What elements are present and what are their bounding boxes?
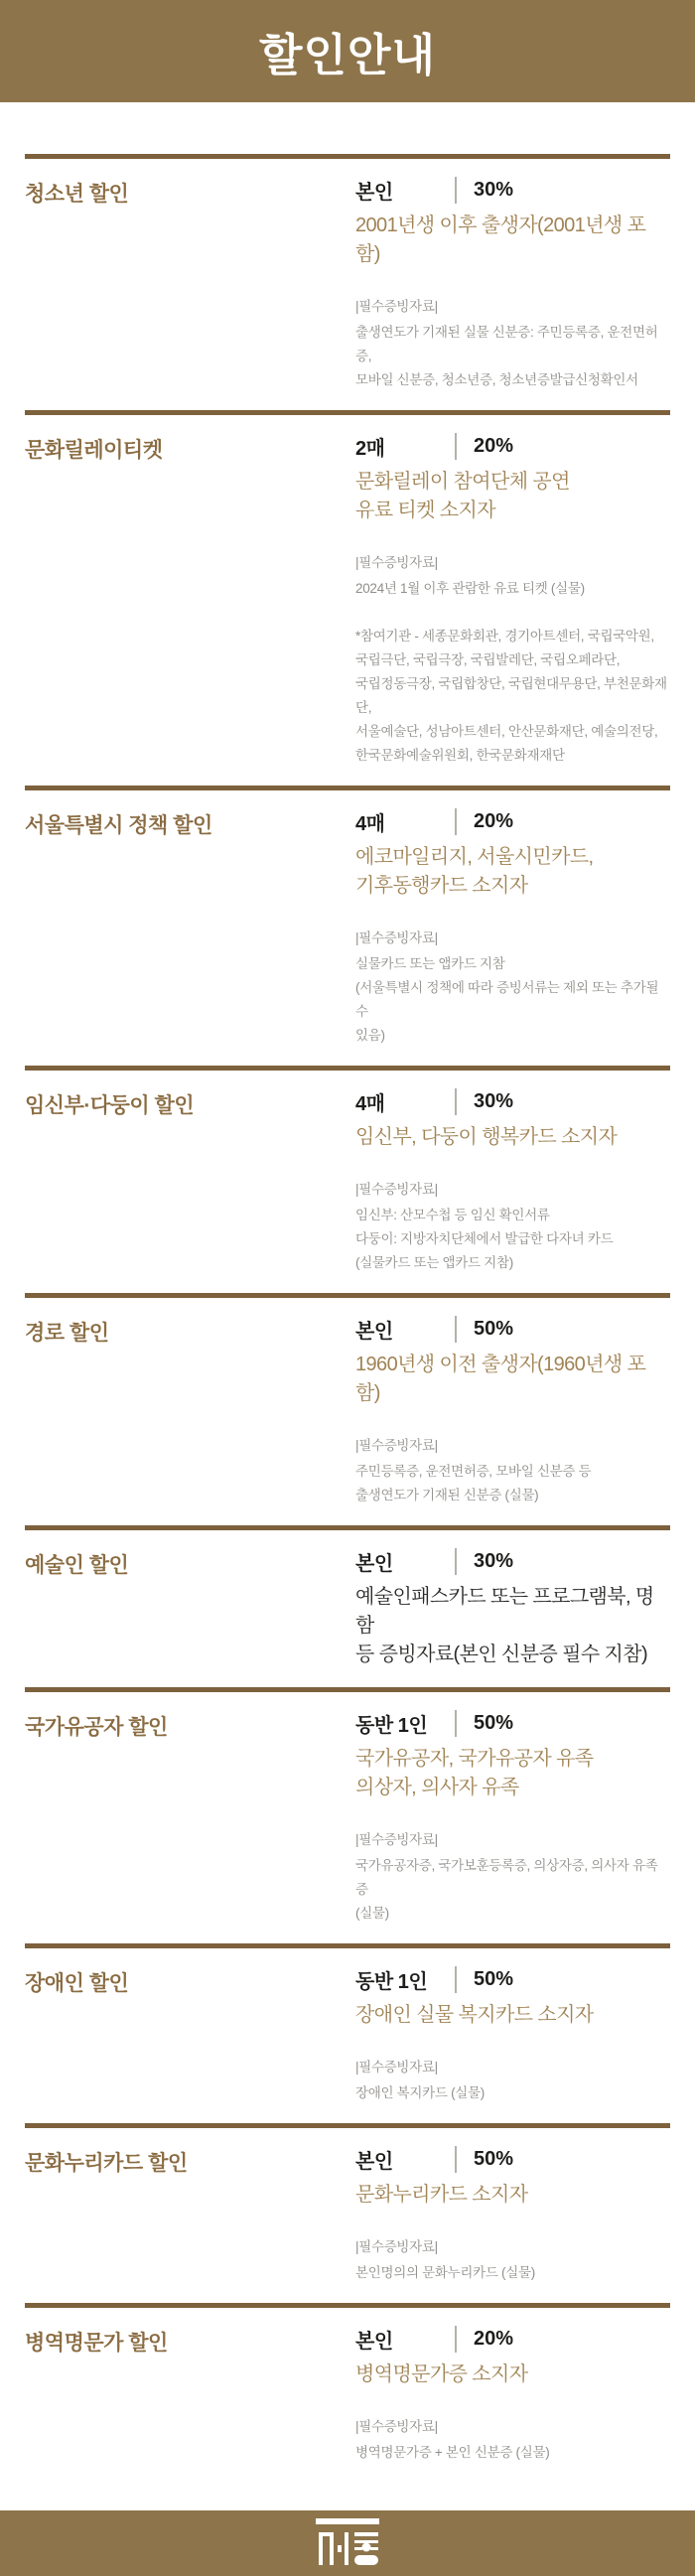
rate-value: 30% [455, 177, 513, 204]
required-docs-block [355, 2056, 670, 2105]
required-docs-line: (서울특별시 정책에 따라 증빙서류는 제외 또는 추가될 수 [355, 980, 659, 1020]
discount-title: 문화릴레이티켓 [25, 439, 163, 463]
required-docs-line: 출생연도가 기재된 실물 신분증: 주민등록증, 운전면허증, [355, 325, 658, 364]
eligibility-text [355, 468, 670, 525]
page-footer [0, 2510, 695, 2576]
quantity-value: 본인 [355, 1321, 393, 1344]
required-docs-text [355, 2441, 670, 2465]
sejong-center-logo-icon [315, 2518, 380, 2568]
discount-section [25, 2303, 670, 2483]
discount-section [25, 410, 670, 786]
required-docs-label: |필수증빙자료| [355, 2060, 438, 2075]
eligibility-text [355, 1351, 670, 1408]
required-docs-text [355, 577, 670, 601]
required-docs-line: 임신부: 산모수첩 등 임신 확인서류 [355, 1208, 550, 1223]
quantity-rate-row [355, 1087, 670, 1116]
required-docs-line: 병역명문가증 + 본인 신분증 (실물) [355, 2445, 550, 2461]
rate-value: 50% [455, 1710, 513, 1737]
eligibility-text [355, 2361, 670, 2389]
required-docs-text [355, 321, 670, 392]
required-docs-block [355, 2235, 670, 2285]
quantity-value: 4매 [355, 1093, 385, 1116]
quantity-value: 4매 [355, 813, 385, 836]
quantity-value: 동반 1인 [355, 1971, 428, 1994]
discount-section [25, 1687, 670, 1943]
eligibility-line: 임신부, 다둥이 행복카드 소지자 [355, 1126, 618, 1149]
required-docs-label: |필수증빙자료| [355, 2419, 438, 2435]
required-docs-line: (실물) [355, 1906, 389, 1922]
quantity-value: 본인 [355, 182, 393, 204]
rate-value: 20% [455, 2326, 513, 2353]
discount-details [355, 432, 670, 768]
eligibility-line: 병역명문가증 소지자 [355, 2363, 528, 2386]
eligibility-line: 예술인패스카드 또는 프로그램북, 명함 [355, 1586, 654, 1638]
discount-title: 경로 할인 [25, 1322, 109, 1346]
required-docs-line: 2024년 1월 이후 관람한 유료 티켓 (실물) [355, 581, 585, 597]
note-line: 한국문화예술위원회, 한국문화재재단 [355, 748, 565, 764]
eligibility-line: 기후동행카드 소지자 [355, 875, 528, 898]
discount-title: 예술인 할인 [25, 1554, 129, 1578]
discount-title: 장애인 할인 [25, 1972, 129, 1996]
discount-title: 병역명문가 할인 [25, 2332, 168, 2356]
required-docs-label: |필수증빙자료| [355, 555, 438, 571]
required-docs-line: 본인명의의 문화누리카드 (실물) [355, 2265, 535, 2281]
discount-section [25, 1525, 670, 1687]
note-line: 국립극단, 국립극장, 국립발레단, 국립오페라단, [355, 652, 621, 668]
eligibility-text [355, 2001, 670, 2030]
eligibility-text [355, 212, 670, 269]
required-docs-line: 다둥이: 지방자치단체에서 발급한 다자녀 카드 [355, 1231, 614, 1247]
eligibility-text [355, 1123, 670, 1152]
quantity-rate-row [355, 432, 670, 461]
participating-orgs-note [355, 625, 670, 768]
required-docs-label: |필수증빙자료| [355, 2239, 438, 2255]
discount-details [355, 1315, 670, 1507]
quantity-rate-row [355, 1547, 670, 1576]
required-docs-line: (실물카드 또는 앱카드 지참) [355, 1255, 513, 1271]
required-docs-label: |필수증빙자료| [355, 1182, 438, 1198]
rate-value: 20% [455, 433, 513, 460]
eligibility-line: 의상자, 의사자 유족 [355, 1777, 519, 1799]
required-docs-line: 있음) [355, 1028, 385, 1044]
required-docs-text [355, 1854, 670, 1926]
required-docs-block [355, 551, 670, 601]
required-docs-text [355, 952, 670, 1048]
discount-details [355, 1087, 670, 1275]
required-docs-label: |필수증빙자료| [355, 1438, 438, 1454]
quantity-value: 본인 [355, 1553, 393, 1576]
rate-value: 50% [455, 1966, 513, 1993]
quantity-rate-row [355, 807, 670, 836]
required-docs-line: 주민등록증, 운전면허증, 모바일 신분증 등 [355, 1464, 592, 1480]
eligibility-text [355, 2181, 670, 2210]
required-docs-block [355, 927, 670, 1048]
quantity-rate-row [355, 176, 670, 205]
required-docs-text [355, 1204, 670, 1275]
required-docs-block [355, 1178, 670, 1275]
rate-value: 50% [455, 1316, 513, 1343]
discount-section [25, 1066, 670, 1293]
eligibility-line: 유료 티켓 소지자 [355, 500, 495, 522]
discount-title: 문화누리카드 할인 [25, 2152, 188, 2176]
eligibility-line: 장애인 실물 복지카드 소지자 [355, 2004, 594, 2027]
rate-value: 20% [455, 808, 513, 835]
discount-title: 임신부·다둥이 할인 [25, 1094, 195, 1118]
eligibility-line: 1960년생 이전 출생자(1960년생 포함) [355, 1354, 646, 1405]
quantity-rate-row [355, 2325, 670, 2354]
quantity-rate-row [355, 1315, 670, 1344]
rate-value: 30% [455, 1088, 513, 1115]
discount-section [25, 154, 670, 410]
required-docs-line: 실물카드 또는 앱카드 지참 [355, 956, 505, 972]
required-docs-block [355, 295, 670, 392]
required-docs-block [355, 1434, 670, 1507]
discount-details [355, 807, 670, 1048]
required-docs-text [355, 2261, 670, 2285]
discount-section [25, 1943, 670, 2123]
discount-details [355, 1709, 670, 1926]
discount-section [25, 786, 670, 1066]
rate-value: 50% [455, 2146, 513, 2173]
eligibility-text [355, 1745, 670, 1802]
eligibility-text [355, 843, 670, 901]
discount-details [355, 1965, 670, 2105]
discount-title: 서울특별시 정책 할인 [25, 814, 212, 838]
discount-section [25, 1293, 670, 1525]
discount-section [25, 2123, 670, 2303]
eligibility-line: 문화릴레이 참여단체 공연 [355, 471, 570, 494]
eligibility-line: 등 증빙자료(본인 신분증 필수 지참) [355, 1644, 648, 1666]
page-title: 할인안내 [259, 30, 436, 80]
eligibility-text [355, 1583, 670, 1669]
eligibility-line: 에코마일리지, 서울시민카드, [355, 846, 594, 869]
required-docs-label: |필수증빙자료| [355, 1832, 438, 1848]
required-docs-text [355, 1460, 670, 1507]
quantity-value: 동반 1인 [355, 1715, 428, 1738]
rate-value: 30% [455, 1548, 513, 1575]
required-docs-line: 장애인 복지카드 (실물) [355, 2085, 485, 2101]
note-line: 서울예술단, 성남아트센터, 안산문화재단, 예술의전당, [355, 724, 658, 740]
eligibility-line: 국가유공자, 국가유공자 유족 [355, 1748, 594, 1771]
quantity-rate-row [355, 1709, 670, 1738]
discount-details [355, 2145, 670, 2285]
discount-title: 국가유공자 할인 [25, 1716, 168, 1740]
required-docs-label: |필수증빙자료| [355, 930, 438, 946]
eligibility-line: 2001년생 이후 출생자(2001년생 포함) [355, 215, 646, 265]
discount-details [355, 2325, 670, 2465]
required-docs-label: |필수증빙자료| [355, 299, 438, 314]
required-docs-text [355, 2081, 670, 2105]
page-header [0, 0, 695, 102]
eligibility-line: 문화누리카드 소지자 [355, 2184, 528, 2207]
required-docs-line: 모바일 신분증, 청소년증, 청소년증발급신청확인서 [355, 372, 638, 388]
discount-details [355, 176, 670, 392]
note-line: *참여기관 - 세종문화회관, 경기아트센터, 국립국악원, [355, 629, 654, 644]
note-line: 국립정동극장, 국립합창단, 국립현대무용단, 부천문화재단, [355, 676, 667, 716]
discount-details [355, 1547, 670, 1669]
discount-list [0, 102, 695, 2483]
discount-title: 청소년 할인 [25, 183, 129, 206]
quantity-value: 2매 [355, 438, 385, 461]
required-docs-line: 국가유공자증, 국가보훈등록증, 의상자증, 의사자 유족증 [355, 1858, 658, 1898]
required-docs-block [355, 1828, 670, 1926]
quantity-rate-row [355, 1965, 670, 1994]
quantity-value: 본인 [355, 2151, 393, 2174]
required-docs-block [355, 2415, 670, 2465]
quantity-rate-row [355, 2145, 670, 2174]
quantity-value: 본인 [355, 2331, 393, 2354]
required-docs-line: 출생연도가 기재된 신분증 (실물) [355, 1488, 539, 1503]
